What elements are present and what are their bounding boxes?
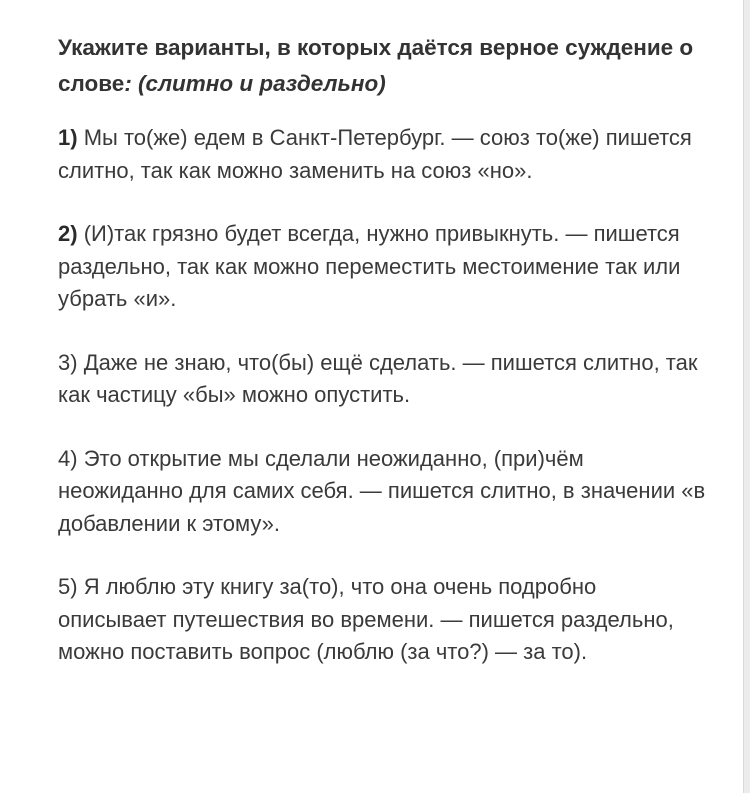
question-topic: : (слитно и раздельно) xyxy=(124,71,386,96)
option-3-number: 3) xyxy=(58,349,78,375)
option-1-number: 1) xyxy=(58,125,78,150)
task-content xyxy=(58,30,708,700)
question-main: Укажите варианты, в которых даётся верное суждение о слове xyxy=(58,35,694,96)
option-5-number: 5) xyxy=(58,574,78,599)
option-2-text: (И)так грязно будет всегда, нужно привыкнуть. — пишется раздельно, так как можно переместить местоимение так или убрать «и». xyxy=(58,221,681,311)
option-5-text: Я люблю эту книгу за(то), что она очень подробно описывает путешествия во времени. — пишется раздельно, можно поставить вопрос (люблю (за что?) — за то). xyxy=(58,574,674,664)
option-4 xyxy=(58,443,708,541)
question-text xyxy=(58,30,708,102)
option-3 xyxy=(58,347,708,412)
option-4-number: 4) xyxy=(58,445,78,471)
option-4-text: Это открытие мы сделали неожиданно, (при)чём неожиданно для самих себя. — пишется слитно, в значении «в добавлении к этому». xyxy=(58,445,706,536)
option-5 xyxy=(58,571,708,669)
option-2-number: 2) xyxy=(58,221,78,246)
option-2 xyxy=(58,218,708,316)
page-edge xyxy=(743,0,750,793)
option-1 xyxy=(58,122,708,187)
option-3-text: Даже не знаю, что(бы) ещё сделать. — пишется слитно, так как частицу «бы» можно опустить. xyxy=(58,349,698,407)
option-1-text: Мы то(же) едем в Санкт-Петербург. — союз то(же) пишется слитно, так как можно заменить на союз «но». xyxy=(58,125,692,183)
